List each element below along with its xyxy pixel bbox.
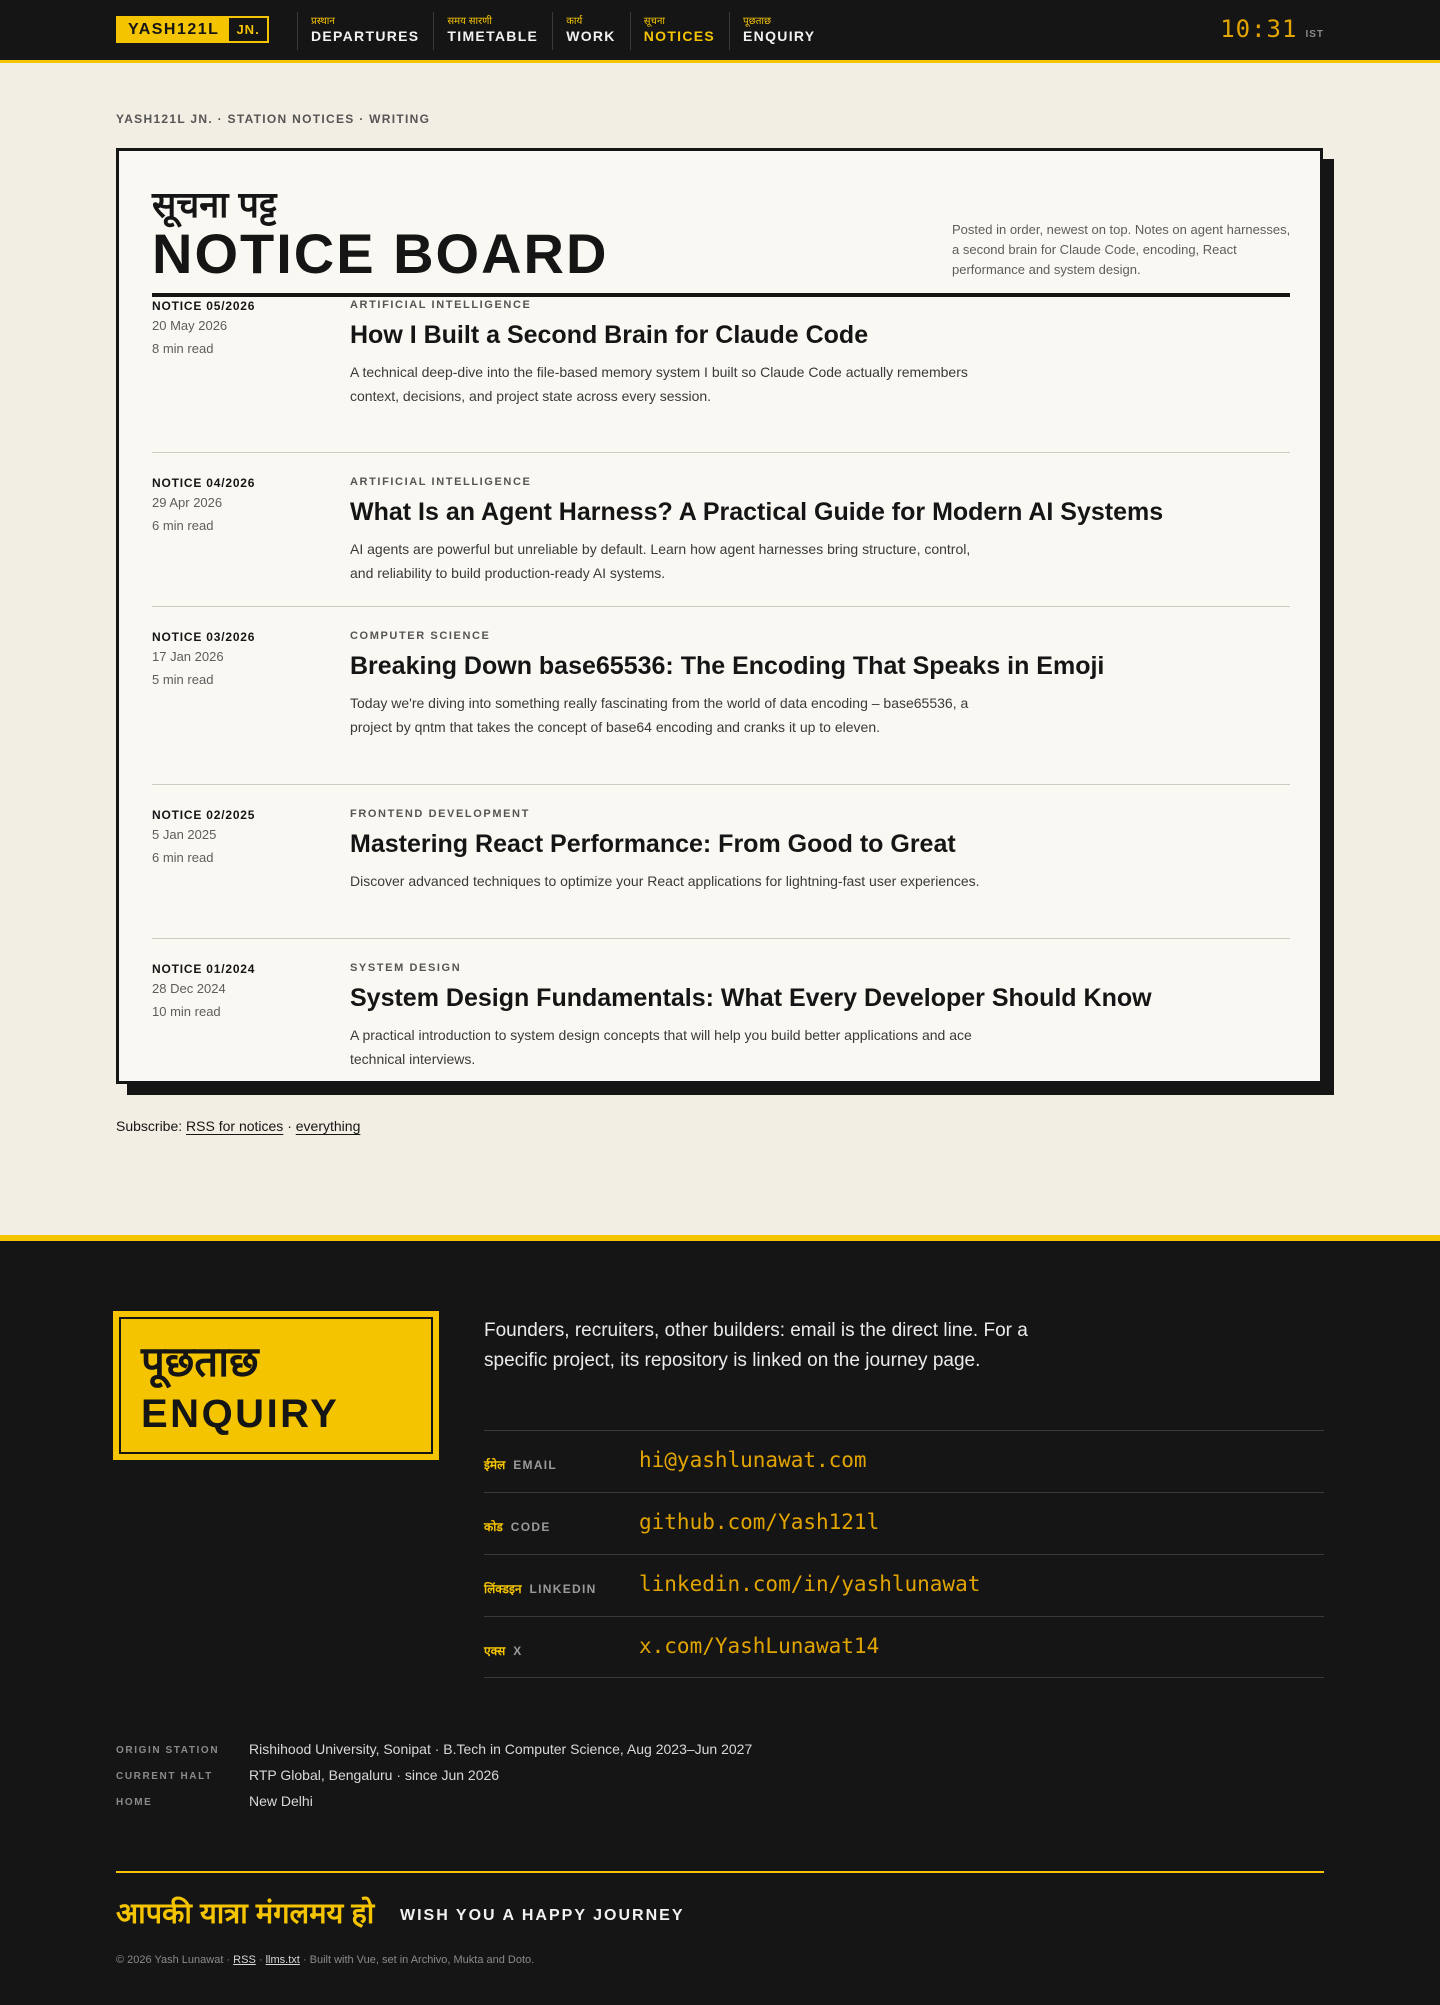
nav-item-departures[interactable] [297,12,433,50]
journey-greeting-hindi: आपकी यात्रा मंगलमय हो [116,1898,375,1930]
contact-row-email [484,1430,1324,1492]
contact-hindi-label: ईमेल [484,1458,506,1472]
fact-value: Rishihood University, Sonipat · B.Tech in Computer Science, Aug 2023–Jun 2027 [249,1741,753,1757]
notice-title-link[interactable]: Mastering React Performance: From Good to Great [350,830,956,858]
notice-read-time: 5 min read [152,672,214,687]
nav-item-hindi-label: कार्य [566,16,583,27]
nav-item-notices[interactable] [630,12,729,50]
contact-row-x [484,1616,1324,1678]
notice-item [152,299,1290,453]
nav-item-work[interactable] [552,12,630,50]
journey-greeting: WISH YOU A HAPPY JOURNEY [400,1907,685,1924]
notice-item [152,607,1290,785]
footer [0,1235,1440,2005]
notice-read-time: 6 min read [152,518,214,533]
page-title: NOTICE BOARD [152,222,609,285]
nav-item-enquiry[interactable] [729,12,829,50]
contact-hindi-label: कोड [484,1520,503,1534]
notice-title-link[interactable]: System Design Fundamentals: What Every Developer Should Know [350,984,1152,1012]
fact-key: HOME [116,1797,153,1808]
notice-excerpt: AI agents are powerful but unreliable by default. Learn how agent harnesses bring structure, control, and reliability to build production-ready AI systems. [350,541,971,581]
notice-read-time: 6 min read [152,850,214,865]
nav-item-label: NOTICES [643,28,716,44]
notice-excerpt: A practical introduction to system design concepts that will help you build better applications and ace technical interviews. [350,1027,972,1067]
notice-excerpt: Discover advanced techniques to optimize your React applications for lightning-fast user experiences. [350,873,980,889]
notice-number: NOTICE 01/2024 [152,962,256,976]
footer-divider [116,1871,1324,1873]
notice-excerpt: A technical deep-dive into the file-based memory system I built so Claude Code actually remembers context, decisions, and project state across every session. [350,364,968,404]
enquiry-intro: Founders, recruiters, other builders: email is the direct line. For a specific project, its repository is linked on the journey page. [484,1320,1028,1371]
subscribe-line [116,1118,360,1134]
nav-item-label: WORK [566,28,616,44]
notice-read-time: 10 min read [152,1004,221,1019]
nav-item-hindi-label: सूचना [643,16,665,27]
rss-notices-link[interactable]: RSS for notices [186,1118,284,1134]
top-navigation-bar [0,0,1440,63]
contact-hindi-label: लिंक्डइन [484,1582,522,1596]
notice-category: SYSTEM DESIGN [350,962,462,974]
contact-english-label: X [513,1644,523,1658]
nav-item-timetable[interactable] [433,12,552,50]
fact-value: RTP Global, Bengaluru · since Jun 2026 [249,1767,500,1783]
contact-list [484,1430,1324,1678]
notice-category: COMPUTER SCIENCE [350,630,491,642]
rss-link[interactable]: RSS [233,1954,256,1966]
contact-label [484,1456,557,1473]
notice-date: 20 May 2026 [152,318,228,333]
board-hindi-title: सूचना पट्ट [152,184,277,225]
fact-value: New Delhi [249,1793,313,1809]
contact-english-label: CODE [510,1520,551,1534]
notice-read-time: 8 min read [152,341,214,356]
clock-time: 10:31 [1220,15,1298,43]
breadcrumb: YASH121L JN. · STATION NOTICES · WRITING [116,112,431,126]
board-divider [152,293,1290,297]
contact-english-label: LINKEDIN [529,1582,597,1596]
nav-item-hindi-label: समय सारणी [447,16,493,27]
fact-key: CURRENT HALT [116,1771,213,1782]
x-link[interactable]: x.com/YashLunawat14 [639,1634,880,1658]
fact-key: ORIGIN STATION [116,1745,220,1756]
notice-title-link[interactable]: What Is an Agent Harness? A Practical Guide for Modern AI Systems [350,498,1164,526]
notice-date: 28 Dec 2024 [152,981,226,996]
station-logo[interactable] [116,16,269,43]
llms-txt-link[interactable]: llms.txt [265,1954,300,1966]
board-description: Posted in order, newest on top. Notes on agent harnesses, a second brain for Claude Code, encoding, React performance and system design. [952,222,1291,277]
rss-everything-link[interactable]: everything [295,1118,361,1134]
notice-excerpt: Today we're diving into something really fascinating from the world of data encoding – base65536, a project by qntm that takes the concept of base64 encoding and cranks it up to eleven. [350,695,969,735]
contact-hindi-label: एक्स [484,1644,506,1658]
enquiry-sign [113,1311,439,1460]
nav-item-hindi-label: प्रस्थान [311,16,335,27]
notice-item [152,785,1290,939]
notice-item [152,939,1290,1079]
enquiry-hindi-title: पूछताछ [141,1338,259,1385]
station-clock [1220,15,1324,43]
notice-category: FRONTEND DEVELOPMENT [350,808,530,820]
nav-item-label: DEPARTURES [311,28,420,44]
notice-number: NOTICE 05/2026 [152,299,256,313]
subscribe-separator: · [287,1118,292,1134]
notice-number: NOTICE 02/2025 [152,808,256,822]
main-nav [297,12,829,50]
notice-title-link[interactable]: Breaking Down base65536: The Encoding That Speaks in Emoji [350,652,1105,680]
footer-credits [116,1954,534,1966]
email-link[interactable]: hi@yashlunawat.com [639,1448,867,1472]
contact-row-code [484,1492,1324,1554]
nav-item-label: TIMETABLE [447,28,539,44]
contact-label [484,1580,597,1597]
notice-board-card [116,148,1323,1084]
notice-number: NOTICE 03/2026 [152,630,256,644]
brand-name: YASH121L [118,18,229,41]
notice-category: ARTIFICIAL INTELLIGENCE [350,476,532,488]
notice-category: ARTIFICIAL INTELLIGENCE [350,299,532,311]
contact-row-linkedin [484,1554,1324,1616]
enquiry-title: ENQUIRY [141,1392,340,1436]
copyright-text: © 2026 Yash Lunawat · [116,1954,231,1966]
notice-number: NOTICE 04/2026 [152,476,256,490]
contact-label [484,1518,551,1535]
github-link[interactable]: github.com/Yash121l [639,1510,880,1534]
clock-timezone: IST [1305,29,1324,40]
contact-english-label: EMAIL [513,1458,558,1472]
linkedin-link[interactable]: linkedin.com/in/yashlunawat [639,1572,981,1596]
notice-date: 5 Jan 2025 [152,827,217,842]
built-with-text: · Built with Vue, set in Archivo, Mukta and Doto. [302,1954,535,1966]
notice-item [152,453,1290,607]
contact-label [484,1642,523,1659]
subscribe-label: Subscribe: [116,1118,183,1134]
notice-date: 17 Jan 2026 [152,649,224,664]
nav-item-label: ENQUIRY [743,28,816,44]
notice-date: 29 Apr 2026 [152,495,223,510]
nav-item-hindi-label: पूछताछ [743,16,772,27]
notice-title-link[interactable]: How I Built a Second Brain for Claude Code [350,321,869,349]
credits-separator: · [258,1954,263,1966]
brand-suffix: JN. [236,22,260,37]
